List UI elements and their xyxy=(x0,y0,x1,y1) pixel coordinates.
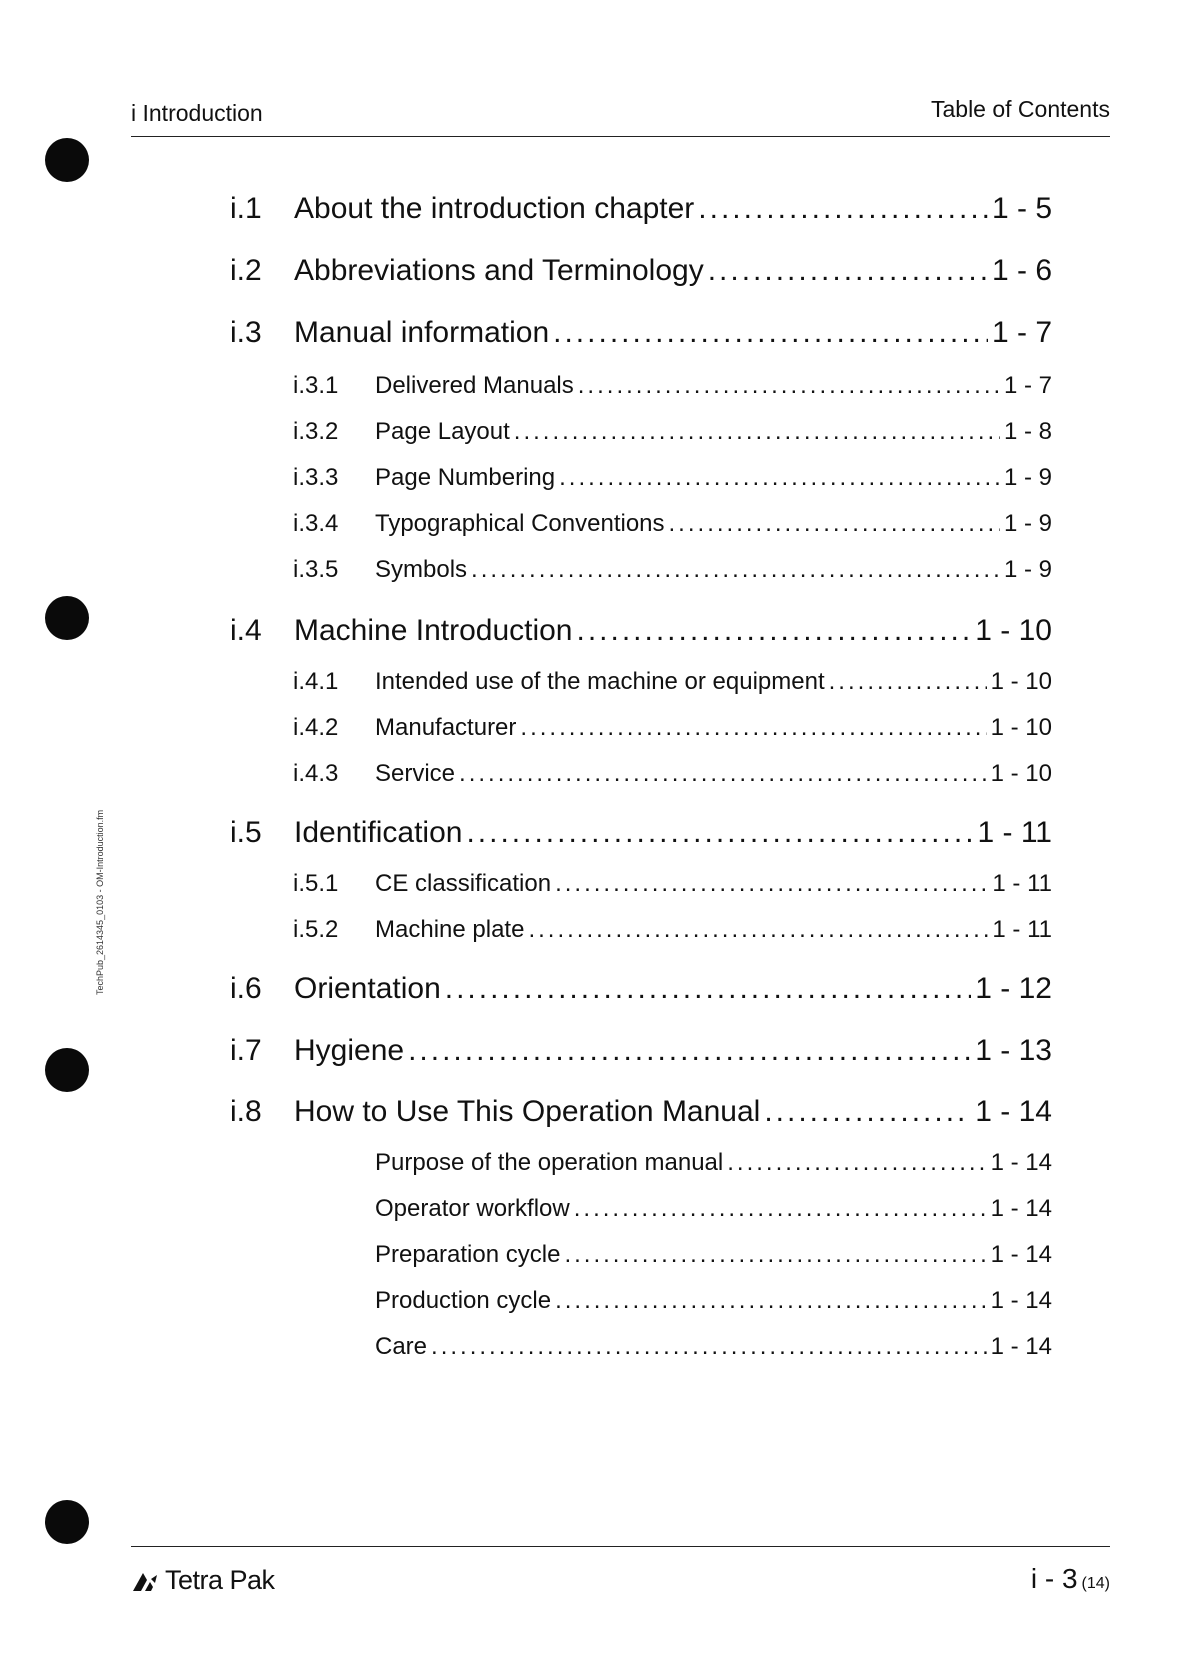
toc-entry-page: 1 - 12 xyxy=(975,972,1052,1005)
toc-entry-title: Orientation xyxy=(294,972,441,1005)
toc-entry-title: Service xyxy=(375,760,456,787)
toc-entry-page: 1 - 14 xyxy=(990,1195,1052,1222)
page-total: (14) xyxy=(1081,1575,1110,1592)
toc-leader-dots xyxy=(555,1287,987,1315)
toc-entry-title: How to Use This Operation Manual xyxy=(294,1095,761,1128)
toc-entry[interactable] xyxy=(230,614,1052,648)
toc-entry[interactable] xyxy=(375,1195,1052,1223)
toc-entry-number: i.1 xyxy=(230,192,262,225)
toc-leader-dots xyxy=(564,1241,986,1269)
toc-leader-dots xyxy=(520,714,986,742)
toc-entry-number: i.6 xyxy=(230,972,262,1005)
tetra-pak-icon xyxy=(131,1569,159,1593)
toc-entry-number: i.5 xyxy=(230,816,262,849)
toc-entry[interactable] xyxy=(293,916,1052,944)
toc-entry[interactable] xyxy=(293,464,1052,492)
toc-entry[interactable] xyxy=(293,714,1052,742)
toc-entry[interactable] xyxy=(375,1333,1052,1361)
brand-logo xyxy=(131,1565,275,1596)
page-number xyxy=(1031,1563,1110,1595)
toc-entry-number: i.3.3 xyxy=(293,464,339,491)
toc-leader-dots xyxy=(553,316,988,350)
toc-entry-number: i.5.1 xyxy=(293,870,339,897)
toc-entry-number: i.2 xyxy=(230,254,262,287)
toc-entry[interactable] xyxy=(230,972,1052,1006)
toc-leader-dots xyxy=(528,916,988,944)
toc-entry-page: 1 - 7 xyxy=(1003,372,1052,399)
toc-entry-page: 1 - 9 xyxy=(1003,556,1052,583)
toc-entry-page: 1 - 10 xyxy=(990,760,1052,787)
toc-entry-page: 1 - 14 xyxy=(990,1149,1052,1176)
toc-leader-dots xyxy=(555,870,988,898)
toc-entry[interactable] xyxy=(293,760,1052,788)
toc-entry-number: i.8 xyxy=(230,1095,262,1128)
toc-entry-title: Production cycle xyxy=(375,1287,552,1314)
toc-entry-number: i.3.5 xyxy=(293,556,339,583)
toc-entry-title: CE classification xyxy=(375,870,552,897)
toc-entry-page: 1 - 11 xyxy=(992,916,1052,943)
toc-entry-page: 1 - 10 xyxy=(990,668,1052,695)
toc-leader-dots xyxy=(445,972,972,1006)
toc-entry-number: i.4 xyxy=(230,614,262,647)
toc-leader-dots xyxy=(708,254,988,288)
toc-entry-title: About the introduction chapter xyxy=(294,192,695,225)
toc-entry[interactable] xyxy=(293,668,1052,696)
toc-entry-number: i.5.2 xyxy=(293,916,339,943)
toc-leader-dots xyxy=(577,614,972,648)
toc-entry-page: 1 - 14 xyxy=(990,1287,1052,1314)
toc-leader-dots xyxy=(727,1149,986,1177)
toc-entry[interactable] xyxy=(230,1034,1052,1068)
toc-entry-number: i.4.3 xyxy=(293,760,339,787)
toc-entry[interactable] xyxy=(293,556,1052,584)
toc-entry-title: Purpose of the operation manual xyxy=(375,1149,724,1176)
toc-entry-title: Hygiene xyxy=(294,1034,405,1067)
toc-entry[interactable] xyxy=(375,1241,1052,1269)
toc-entry-title: Manufacturer xyxy=(375,714,517,741)
toc-entry-page: 1 - 7 xyxy=(991,316,1052,349)
section-title: Table of Contents xyxy=(930,96,1110,122)
toc-entry-title: Identification xyxy=(294,816,463,849)
toc-leader-dots xyxy=(764,1095,971,1129)
toc-entry-number: i.3.2 xyxy=(293,418,339,445)
toc-entry[interactable] xyxy=(375,1287,1052,1315)
toc-entry-number: i.7 xyxy=(230,1034,262,1067)
toc-entry-page: 1 - 10 xyxy=(990,714,1052,741)
toc-entry-page: 1 - 6 xyxy=(991,254,1052,287)
toc-entry-title: Intended use of the machine or equipment xyxy=(375,668,825,695)
chapter-title: i Introduction xyxy=(131,100,263,126)
toc-entry-page: 1 - 14 xyxy=(975,1095,1052,1128)
toc-leader-dots xyxy=(466,816,973,850)
toc-entry-title: Abbreviations and Terminology xyxy=(294,254,704,287)
toc-leader-dots xyxy=(408,1034,971,1068)
toc-entry-title: Delivered Manuals xyxy=(375,372,574,399)
toc-leader-dots xyxy=(514,418,1000,446)
toc-leader-dots xyxy=(459,760,987,788)
toc-entry-page: 1 - 14 xyxy=(990,1241,1052,1268)
toc-entry[interactable] xyxy=(293,510,1052,538)
toc-leader-dots xyxy=(829,668,987,696)
toc-entry[interactable] xyxy=(293,870,1052,898)
toc-leader-dots xyxy=(578,372,1000,400)
toc-entry-page: 1 - 9 xyxy=(1003,464,1052,491)
toc-entry-number: i.3 xyxy=(230,316,262,349)
toc-entry[interactable] xyxy=(230,316,1052,350)
toc-entry-page: 1 - 14 xyxy=(990,1333,1052,1360)
toc-entry[interactable] xyxy=(230,192,1052,226)
toc-entry[interactable] xyxy=(230,816,1052,850)
toc-entry-page: 1 - 5 xyxy=(991,192,1052,225)
toc-leader-dots xyxy=(698,192,988,226)
toc-entry-number: i.3.1 xyxy=(293,372,339,399)
page-label: i - 3 xyxy=(1030,1563,1078,1594)
toc-entry-page: 1 - 11 xyxy=(992,870,1052,897)
toc-entry[interactable] xyxy=(375,1149,1052,1177)
toc-leader-dots xyxy=(559,464,1000,492)
toc-entry[interactable] xyxy=(230,254,1052,288)
brand-name: Tetra Pak xyxy=(165,1565,275,1595)
toc-entry-page: 1 - 11 xyxy=(977,816,1052,849)
toc-entry[interactable] xyxy=(230,1095,1052,1129)
toc-entry-title: Machine Introduction xyxy=(294,614,573,647)
toc-leader-dots xyxy=(574,1195,987,1223)
toc-entry-page: 1 - 8 xyxy=(1003,418,1052,445)
toc-entry-title: Care xyxy=(375,1333,428,1360)
toc-leader-dots xyxy=(471,556,1000,584)
file-reference: TechPub_2614345_0103 - OM-Introduction.fm xyxy=(95,809,105,995)
toc-leader-dots xyxy=(431,1333,987,1361)
toc-entry-page: 1 - 13 xyxy=(975,1034,1052,1067)
toc-entry-title: Typographical Conventions xyxy=(375,510,665,537)
toc-entry-title: Page Layout xyxy=(375,418,510,445)
toc-entry-page: 1 - 10 xyxy=(975,614,1052,647)
toc-entry-title: Page Numbering xyxy=(375,464,556,491)
toc-leader-dots xyxy=(669,510,1000,538)
toc-entry[interactable] xyxy=(293,372,1052,400)
toc-entry-number: i.3.4 xyxy=(293,510,339,537)
toc-entry-title: Symbols xyxy=(375,556,468,583)
page-footer xyxy=(131,1546,1110,1607)
toc-entry-title: Machine plate xyxy=(375,916,525,943)
toc-entry-page: 1 - 9 xyxy=(1003,510,1052,537)
toc-entry-number: i.4.2 xyxy=(293,714,339,741)
toc-entry-title: Manual information xyxy=(294,316,550,349)
toc-entry[interactable] xyxy=(293,418,1052,446)
toc-entry-number: i.4.1 xyxy=(293,668,339,695)
toc-entry-title: Operator workflow xyxy=(375,1195,570,1222)
toc-entry-title: Preparation cycle xyxy=(375,1241,561,1268)
